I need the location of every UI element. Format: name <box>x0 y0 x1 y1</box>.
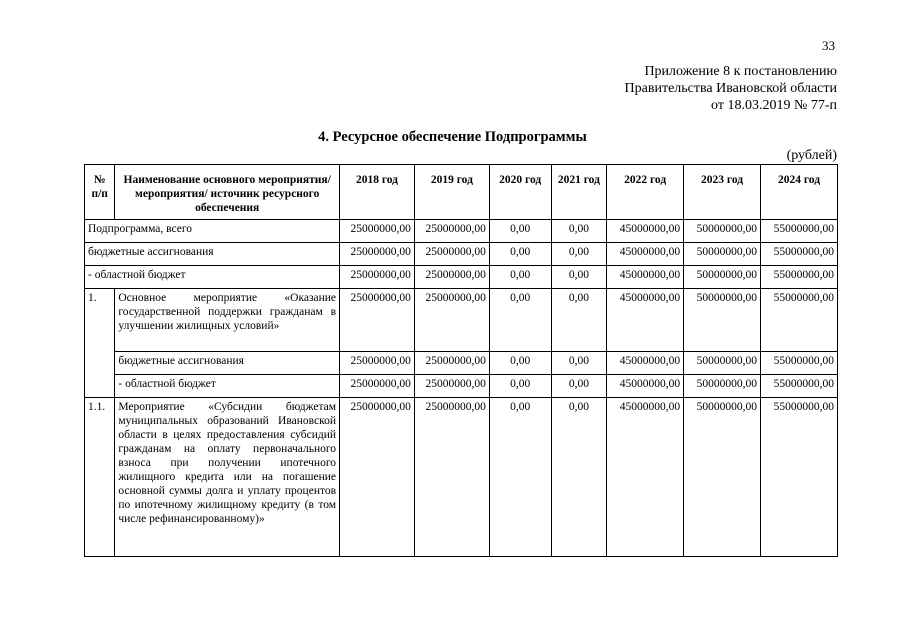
cell-2019: 25000000,00 <box>414 266 489 289</box>
table-row <box>85 266 838 289</box>
table-row <box>85 289 838 352</box>
cell-2023: 50000000,00 <box>684 289 761 352</box>
cell-2020: 0,00 <box>489 243 551 266</box>
cell-2020: 0,00 <box>489 398 551 557</box>
row-name: - областной бюджет <box>85 266 340 289</box>
cell-2022: 45000000,00 <box>607 352 684 375</box>
cell-2019: 25000000,00 <box>414 375 489 398</box>
cell-2023: 50000000,00 <box>684 375 761 398</box>
cell-2024: 55000000,00 <box>761 398 838 557</box>
column-header: 2023 год <box>684 165 761 220</box>
row-name: Подпрограмма, всего <box>85 220 340 243</box>
cell-2024: 55000000,00 <box>761 220 838 243</box>
section-title: 4. Ресурсное обеспечение Подпрограммы <box>318 129 587 145</box>
cell-2019: 25000000,00 <box>414 220 489 243</box>
cell-2019: 25000000,00 <box>414 398 489 557</box>
column-header: 2024 год <box>761 165 838 220</box>
cell-2021: 0,00 <box>551 220 607 243</box>
column-header: 2019 год <box>414 165 489 220</box>
cell-2022: 45000000,00 <box>607 398 684 557</box>
cell-2022: 45000000,00 <box>607 375 684 398</box>
cell-2021: 0,00 <box>551 289 607 352</box>
cell-2024: 55000000,00 <box>761 266 838 289</box>
cell-2023: 50000000,00 <box>684 266 761 289</box>
table-row <box>85 220 838 243</box>
cell-2021: 0,00 <box>551 243 607 266</box>
column-header: 2021 год <box>551 165 607 220</box>
cell-2018: 25000000,00 <box>340 220 415 243</box>
cell-2024: 55000000,00 <box>761 352 838 375</box>
row-name: Мероприятие «Субсидии бюджетам муниципальных образований Ивановской области в целях предоставления субсидий гражданам на оплату первоначального взноса при получении ипотечного жилищного кредита или на погашение основной суммы долга и уплату процентов по ипотечному жилищному кредиту (в том числе рефинансированному)» <box>115 398 340 557</box>
cell-2022: 45000000,00 <box>607 220 684 243</box>
cell-2020: 0,00 <box>489 375 551 398</box>
cell-2023: 50000000,00 <box>684 398 761 557</box>
row-name: бюджетные ассигнования <box>115 352 340 375</box>
cell-2022: 45000000,00 <box>607 289 684 352</box>
resource-table <box>84 164 838 557</box>
page-number: 33 <box>822 38 835 53</box>
cell-2021: 0,00 <box>551 398 607 557</box>
cell-2022: 45000000,00 <box>607 243 684 266</box>
cell-2024: 55000000,00 <box>761 375 838 398</box>
header-line: Правительства Ивановской области <box>624 81 837 96</box>
table-row <box>85 375 838 398</box>
column-header: № п/п <box>85 165 115 220</box>
cell-2023: 50000000,00 <box>684 352 761 375</box>
table-header-row <box>85 165 838 220</box>
cell-2021: 0,00 <box>551 352 607 375</box>
row-number: 1.1. <box>85 398 115 557</box>
cell-2020: 0,00 <box>489 352 551 375</box>
cell-2018: 25000000,00 <box>340 352 415 375</box>
cell-2020: 0,00 <box>489 266 551 289</box>
row-name: - областной бюджет <box>115 375 340 398</box>
row-number: 1. <box>85 289 115 398</box>
row-name: Основное мероприятие «Оказание государственной поддержки гражданам в улучшении жилищных условий» <box>115 289 340 352</box>
cell-2024: 55000000,00 <box>761 243 838 266</box>
cell-2018: 25000000,00 <box>340 375 415 398</box>
document-header <box>625 63 837 114</box>
table-row <box>85 243 838 266</box>
cell-2018: 25000000,00 <box>340 289 415 352</box>
column-header: 2022 год <box>607 165 684 220</box>
cell-2021: 0,00 <box>551 266 607 289</box>
cell-2023: 50000000,00 <box>684 243 761 266</box>
table-row <box>85 398 838 557</box>
cell-2020: 0,00 <box>489 220 551 243</box>
cell-2019: 25000000,00 <box>414 352 489 375</box>
column-header: 2020 год <box>489 165 551 220</box>
cell-2022: 45000000,00 <box>607 266 684 289</box>
cell-2021: 0,00 <box>551 375 607 398</box>
cell-2020: 0,00 <box>489 289 551 352</box>
cell-2019: 25000000,00 <box>414 243 489 266</box>
cell-2018: 25000000,00 <box>340 398 415 557</box>
column-header: 2018 год <box>340 165 415 220</box>
cell-2018: 25000000,00 <box>340 266 415 289</box>
header-line: от 18.03.2019 № 77-п <box>711 98 837 113</box>
cell-2018: 25000000,00 <box>340 243 415 266</box>
row-name: бюджетные ассигнования <box>85 243 340 266</box>
cell-2019: 25000000,00 <box>414 289 489 352</box>
table-row <box>85 352 838 375</box>
column-header: Наименование основного мероприятия/мероприятия/ источник ресурсного обеспечения <box>115 165 340 220</box>
units-label: (рублей) <box>786 148 837 163</box>
header-line: Приложение 8 к постановлению <box>644 64 837 79</box>
cell-2023: 50000000,00 <box>684 220 761 243</box>
cell-2024: 55000000,00 <box>761 289 838 352</box>
